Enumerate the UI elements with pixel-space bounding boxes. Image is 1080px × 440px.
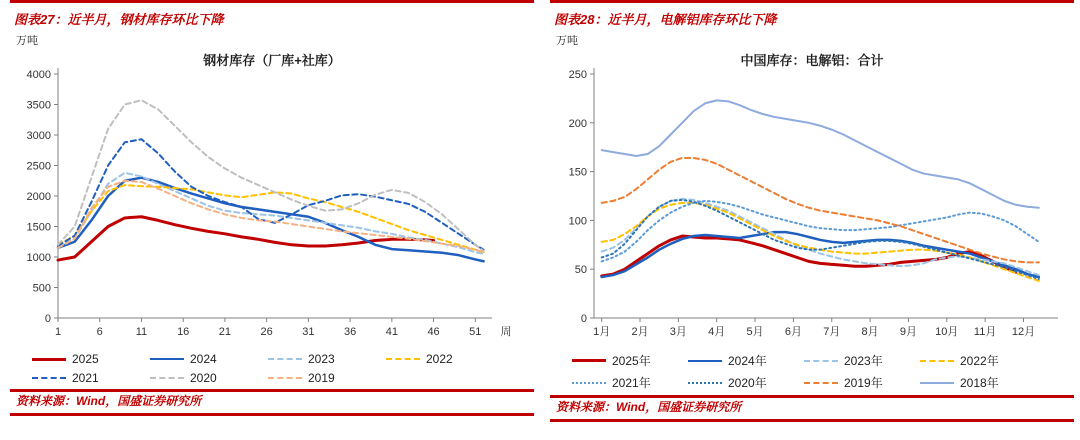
svg-text:6: 6 [96,326,103,338]
legend-label: 2020年 [728,376,767,390]
legend-label: 2019年 [844,376,883,390]
legend-label: 2019 [308,371,335,385]
right-source: 资料来源：Wind，国盛证券研究所 [556,400,742,414]
right-chart-title: 中国库存：电解铝：合计 [740,53,884,68]
svg-text:200: 200 [568,117,587,130]
figure-28-title [550,3,1074,30]
legend-swatch-icon [920,360,954,362]
legend-swatch-icon [268,358,302,360]
svg-text:3500: 3500 [26,99,51,112]
svg-text:1500: 1500 [26,221,51,234]
legend-swatch-icon [386,358,420,360]
legend-item[interactable] [804,352,920,369]
svg-text:4月: 4月 [708,326,726,338]
legend-item[interactable] [920,352,1036,369]
legend-swatch-icon [804,360,838,362]
svg-text:16: 16 [177,326,190,338]
figure-27-label: 图表27： [14,12,68,27]
legend-item[interactable] [804,374,920,391]
svg-text:周: 周 [500,326,512,338]
legend-item[interactable] [688,374,804,391]
svg-text:21: 21 [218,326,232,338]
svg-text:12月: 12月 [1011,326,1036,338]
legend-label: 2025 [72,352,99,366]
svg-text:500: 500 [32,282,51,295]
legend-swatch-icon [572,359,606,362]
figure-28-text: 近半月，电解铝库存环比下降 [607,12,777,27]
svg-text:31: 31 [302,326,315,338]
svg-text:6月: 6月 [784,326,802,338]
figure-27-title [10,3,534,30]
legend-label: 2020 [190,371,217,385]
left-chart-title: 钢材库存（厂库+社库） [203,53,341,68]
svg-text:1000: 1000 [26,252,51,264]
legend-swatch-icon [150,377,184,379]
svg-text:2500: 2500 [26,160,51,173]
legend-label: 2025年 [612,354,651,368]
legend-swatch-icon [920,382,954,384]
legend-swatch-icon [688,360,722,362]
legend-item[interactable] [572,352,688,369]
legend-swatch-icon [688,382,722,384]
legend-item[interactable] [150,352,268,366]
legend-label: 2022年 [960,354,999,368]
svg-text:3000: 3000 [26,130,51,142]
left-unit-label: 万吨 [16,35,38,47]
right-legend [550,350,1074,391]
bottom-rule2-right [550,419,1074,422]
figure-28-chart [550,30,1074,350]
right-unit-label: 万吨 [556,35,578,47]
legend-item[interactable] [386,352,504,366]
svg-text:9月: 9月 [899,326,918,338]
svg-text:150: 150 [568,166,587,179]
svg-text:250: 250 [568,69,587,81]
legend-label: 2023年 [844,354,883,368]
svg-text:36: 36 [343,326,357,338]
figure-28-label: 图表28： [554,12,608,27]
svg-text:8月: 8月 [861,326,879,338]
svg-text:1月: 1月 [593,326,611,338]
svg-text:100: 100 [568,215,587,228]
svg-text:41: 41 [385,326,398,338]
svg-text:0: 0 [580,313,587,325]
legend-item[interactable] [268,371,386,385]
legend-label: 2021年 [612,376,651,390]
legend-swatch-icon [804,382,838,384]
legend-swatch-icon [268,377,302,379]
legend-swatch-icon [32,377,66,379]
legend-label: 2022 [426,352,453,366]
svg-text:50: 50 [574,264,587,277]
legend-item[interactable] [268,352,386,366]
svg-text:7月: 7月 [823,326,841,338]
legend-item[interactable] [32,371,150,385]
legend-item[interactable] [572,374,688,391]
legend-swatch-icon [150,358,184,360]
legend-label: 2018年 [960,376,999,390]
figure-28-panel [540,0,1080,440]
legend-item[interactable] [32,352,150,366]
svg-text:10月: 10月 [935,326,959,338]
svg-text:26: 26 [260,326,273,338]
svg-text:4000: 4000 [26,69,51,81]
legend-item[interactable] [920,374,1036,391]
legend-label: 2021 [72,371,99,385]
legend-label: 2024年 [728,354,767,368]
svg-text:46: 46 [427,326,440,338]
svg-text:11月: 11月 [973,326,997,338]
left-source: 资料来源：Wind，国盛证券研究所 [16,394,202,408]
svg-text:5月: 5月 [746,326,764,338]
legend-label: 2024 [190,352,217,366]
left-plot-svg [10,30,534,350]
bottom-rule2-left [10,413,534,416]
legend-swatch-icon [32,358,66,361]
svg-text:3月: 3月 [669,326,687,338]
legend-swatch-icon [572,382,606,384]
legend-item[interactable] [150,371,268,385]
figure-27-chart [10,30,534,350]
svg-text:2月: 2月 [631,326,649,338]
svg-text:51: 51 [469,326,482,338]
legend-item[interactable] [688,352,804,369]
right-plot-svg [550,30,1074,350]
left-legend [10,350,534,385]
svg-text:11: 11 [135,326,148,338]
figure-27-text: 近半月，钢材库存环比下降 [67,12,224,27]
svg-text:0: 0 [44,313,51,325]
svg-text:2000: 2000 [26,191,51,203]
svg-text:1: 1 [54,326,62,338]
legend-label: 2023 [308,352,335,366]
